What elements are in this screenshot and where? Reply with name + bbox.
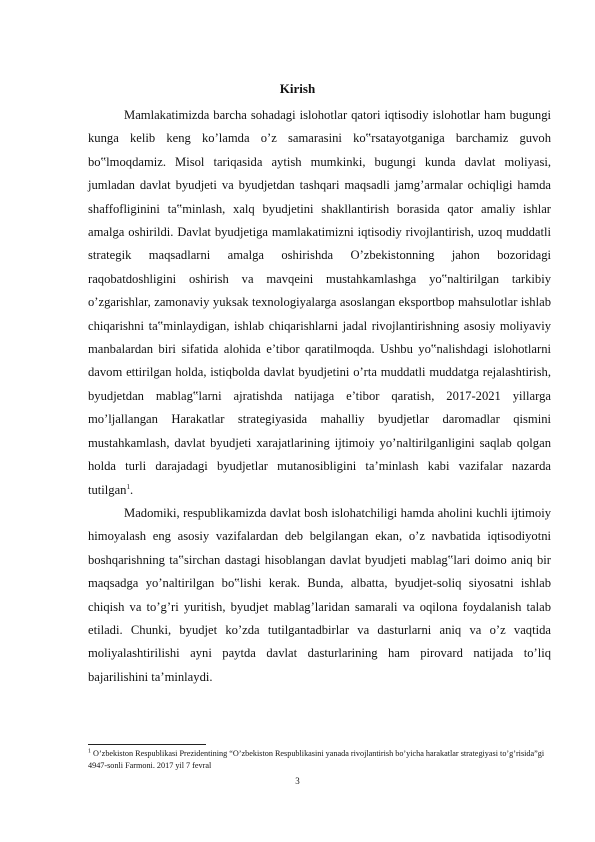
footnote: [88, 748, 558, 772]
footnote-divider: [88, 744, 206, 745]
footnote-text: O’zbekiston Respublikasi Prezidentining “O’zbekiston Respublikasini yanada rivojlantirish bo’yicha harakatlar strategiyasi to’g’risida”gi 4947-sonli Farmoni. 2017 yil 7 fevral: [88, 749, 545, 770]
paragraph-1-end: .: [129, 482, 134, 497]
footnote-marker: 1: [88, 748, 91, 755]
paragraph-1: [88, 104, 551, 502]
paragraph-2: Madomiki, respublikamizda davlat bosh islohatchiligi hamda aholini kuchli ijtimoiy himoyalash eng asosiy vazifalardan deb belgilangan ekan, o’z navbatida iqtisodiyotni boshqarishning ta‟sirchan dastagi hisoblangan davlat byudjeti mablag‟lari doimo aniq bir maqsadga yo’naltirilgan bo‟lishi kerak. Bunda, albatta, byudjet-soliq siyosatni ishlab chiqish va to’g’ri yuritish, byudjet mablag’laridan samarali va oqilona foydalanish talab etiladi. Chunki, byudjet ko’zda tutilgantadbirlar va dasturlarni aniq va o’z vaqtida moliyalashtirilishi ayni paytda davlat dasturlarining ham pirovard natijada to’liq bajarilishini ta’minlaydi.: [88, 505, 551, 684]
paragraph-1-text: Mamlakatimizda barcha sohadagi islohotlar qatori iqtisodiy islohotlar ham bugungi kunga kelib keng ko’lamda o’z samarasini ko‟rsatayotganiga barchamiz guvoh bo‟lmoqdamiz. Misol tariqasida aytish mumkinki, bugungi kunda davlat moliyasi, jumladan davlat byudjeti va byudjetdan tashqari maqsadli jamg’armalar ochiqligi hamda shaffofliginini ta‟minlash, xalq byudjetini shakllantirish borasida qator amaliy ishlar amalga oshirildi. Davlat byudjetiga mamlakatimizni iqtisodiy rivojlantirish, uzoq muddatli strategik maqsadlarni amalga oshirishda O’zbekistonning jahon bozoridagi raqobatdoshligini oshirish va mavqeini mustahkamlashga yo‟naltirilgan tarkibiy o’zgarishlar, zamonaviy yuksak texnologiyalarga asoslangan eksportbop mahsulotlar ishlab chiqarishni ta‟minlaydigan, ishlab chiqarishlarni jadal rivojlantirishning asosiy moliyaviy manbalardan biri sifatida alohida e’tibor qaratilmoqda. Ushbu yo‟nalishdagi islohotlarni davom ettirilgan holda, istiqbolda davlat byudjetini o’rta muddatli muddatga rejalashtirish, byudjetdan mablag‟larni ajratishda natijaga e’tibor qaratish, 2017-2021 yillarga mo’ljallangan Harakatlar strategiyasida mahalliy byudjetlar daromadlar qismini mustahkamlash, davlat byudjeti xarajatlarining ijtimoiy yo’naltirilganligini saqlab qolgan holda turli darajadagi byudjetlar mutanosibligini ta’minlash kabi vazifalar nazarda tutilgan: [88, 108, 551, 497]
body-text: [88, 104, 551, 689]
page-title: Kirish: [279, 81, 316, 96]
footnote-reference[interactable]: 1: [126, 482, 130, 491]
page-number: 3: [295, 776, 300, 786]
